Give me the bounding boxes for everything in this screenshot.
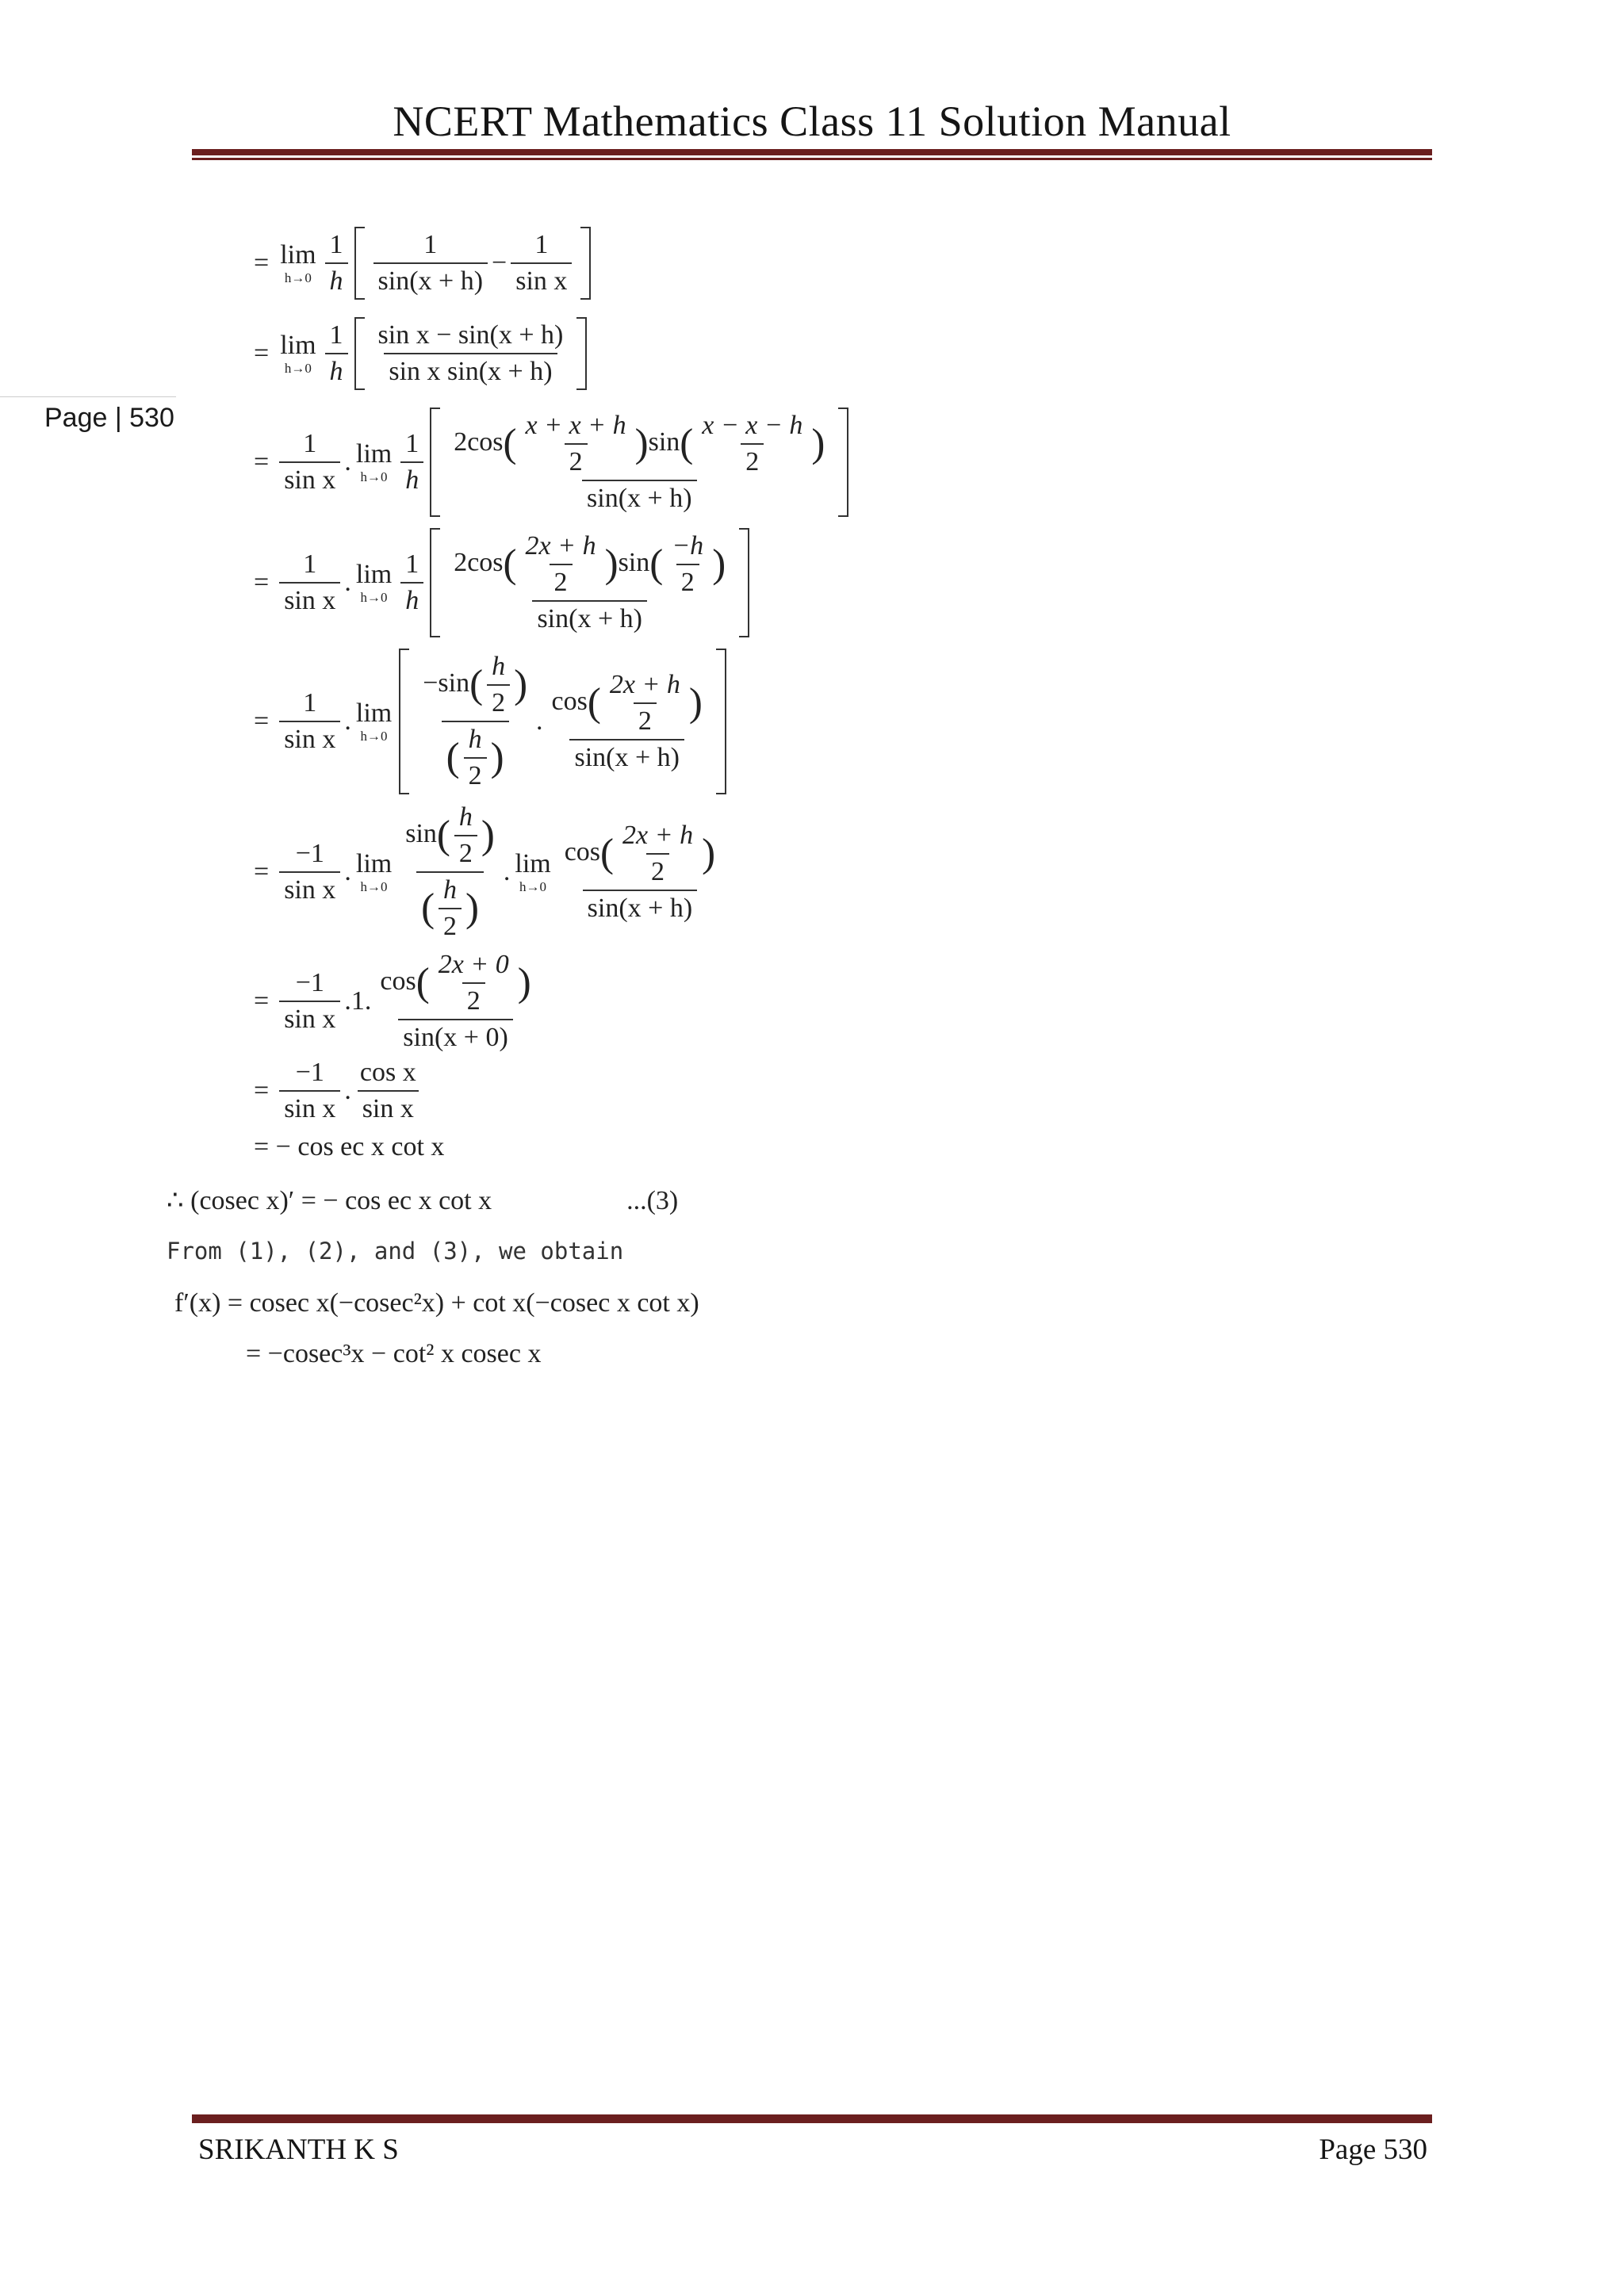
step-2: = lim h→0 $\frac{1}{h}$ $\frac{\text{sin x − sin(x + h)}}{\text{sin x sin(x + h)}}$: [254, 317, 1189, 390]
side-page-label: Page | 530: [44, 403, 174, 433]
limit-operator: lim h→0: [280, 240, 316, 285]
step-8: = $\frac{-1}{\text{sin x}}$ . $\frac{\text{cos x}}{\text{sin x}}$: [254, 1059, 1189, 1123]
fraction: cos( $\frac{2x + h}{2}$ ) sin(x + h): [564, 821, 716, 923]
side-tab-divider: [0, 396, 176, 397]
fprime-line: f′(x) = cosec x(−cosec²x) + cot x(−cosec x cot x): [174, 1288, 699, 1318]
fraction: 2cos( $\frac{2x + h}{2}$ )sin( $\frac{-h}{2}$ ) sin(x + h): [454, 531, 726, 633]
final-line: = −cosec³x − cot² x cosec x: [246, 1339, 542, 1368]
step-3: = $\frac{1}{\text{sin x}}$ . lim h→0 $\frac{1}{h}$ 2cos( $\frac{x + x + h}{2}$ )sin( $\frac{x - x - h}{2}$ ) sin(x + h): [254, 408, 1189, 517]
equation-tag: ...(3): [626, 1186, 679, 1215]
fraction: 2cos( $\frac{x + x + h}{2}$ )sin( $\frac{x - x - h}{2}$ ) sin(x + h): [454, 411, 825, 513]
step-4: = $\frac{1}{\text{sin x}}$ . lim h→0 $\frac{1}{h}$ 2cos( $\frac{2x + h}{2}$ )sin( $\frac{-h}{2}$ ) sin(x + h): [254, 528, 1189, 637]
bracket-group: $\frac{1}{\sin(x + h)}$ − $\frac{1}{\text{sin x}}$: [354, 227, 592, 300]
one-over-h: $\frac{1}{h}$: [325, 232, 348, 295]
step-5: = $\frac{1}{\text{sin x}}$ . lim h→0 −sin( $\frac{h}{2}$ ) ( $\frac{h}{2}$ ) . cos( $\frac{2x + h}{2}$ ) sin(x + h): [254, 649, 1189, 794]
fraction: $\frac{1}{\sin(x + h)}$: [373, 232, 488, 295]
result-line: ∴ (cosec x)′ = − cos ec x cot x ...(3): [167, 1186, 679, 1215]
fraction: $\frac{\text{sin x − sin(x + h)}}{\text{sin x sin(x + h)}}$: [377, 320, 564, 386]
fraction: sin( $\frac{h}{2}$ ) ( $\frac{h}{2}$ ): [405, 802, 495, 941]
header-rule: [192, 149, 1432, 160]
from-text: From (1), (2), and (3), we obtain: [167, 1238, 624, 1265]
fraction: cos( $\frac{2x + h}{2}$ ) sin(x + h): [551, 670, 703, 772]
footer-author: SRIKANTH K S: [198, 2133, 399, 2166]
step-9: = − cos ec x cot x: [254, 1132, 445, 1161]
fraction: −sin( $\frac{h}{2}$ ) ( $\frac{h}{2}$ ): [423, 652, 528, 790]
fraction: cos( $\frac{2x + 0}{2}$ ) sin(x + 0): [380, 950, 531, 1052]
footer-rule: [192, 2114, 1432, 2126]
page-title: NCERT Mathematics Class 11 Solution Manual: [393, 98, 1231, 145]
step-6: = $\frac{-1}{\text{sin x}}$ . lim h→0 sin( $\frac{h}{2}$ ) ( $\frac{h}{2}$ ) . lim h→0 cos( $\frac{2x + h}{2}$ ) sin(x + h): [254, 804, 1189, 940]
footer-page-number: Page 530: [1319, 2133, 1427, 2166]
step-7: = $\frac{-1}{\text{sin x}}$ . 1 . cos( $\frac{2x + 0}{2}$ ) sin(x + 0): [254, 951, 1189, 1051]
equals-sign: =: [254, 248, 270, 277]
math-derivation: [167, 198, 1189, 1368]
step-1: [254, 227, 1189, 300]
fraction: $\frac{1}{\text{sin x}}$: [511, 232, 572, 295]
